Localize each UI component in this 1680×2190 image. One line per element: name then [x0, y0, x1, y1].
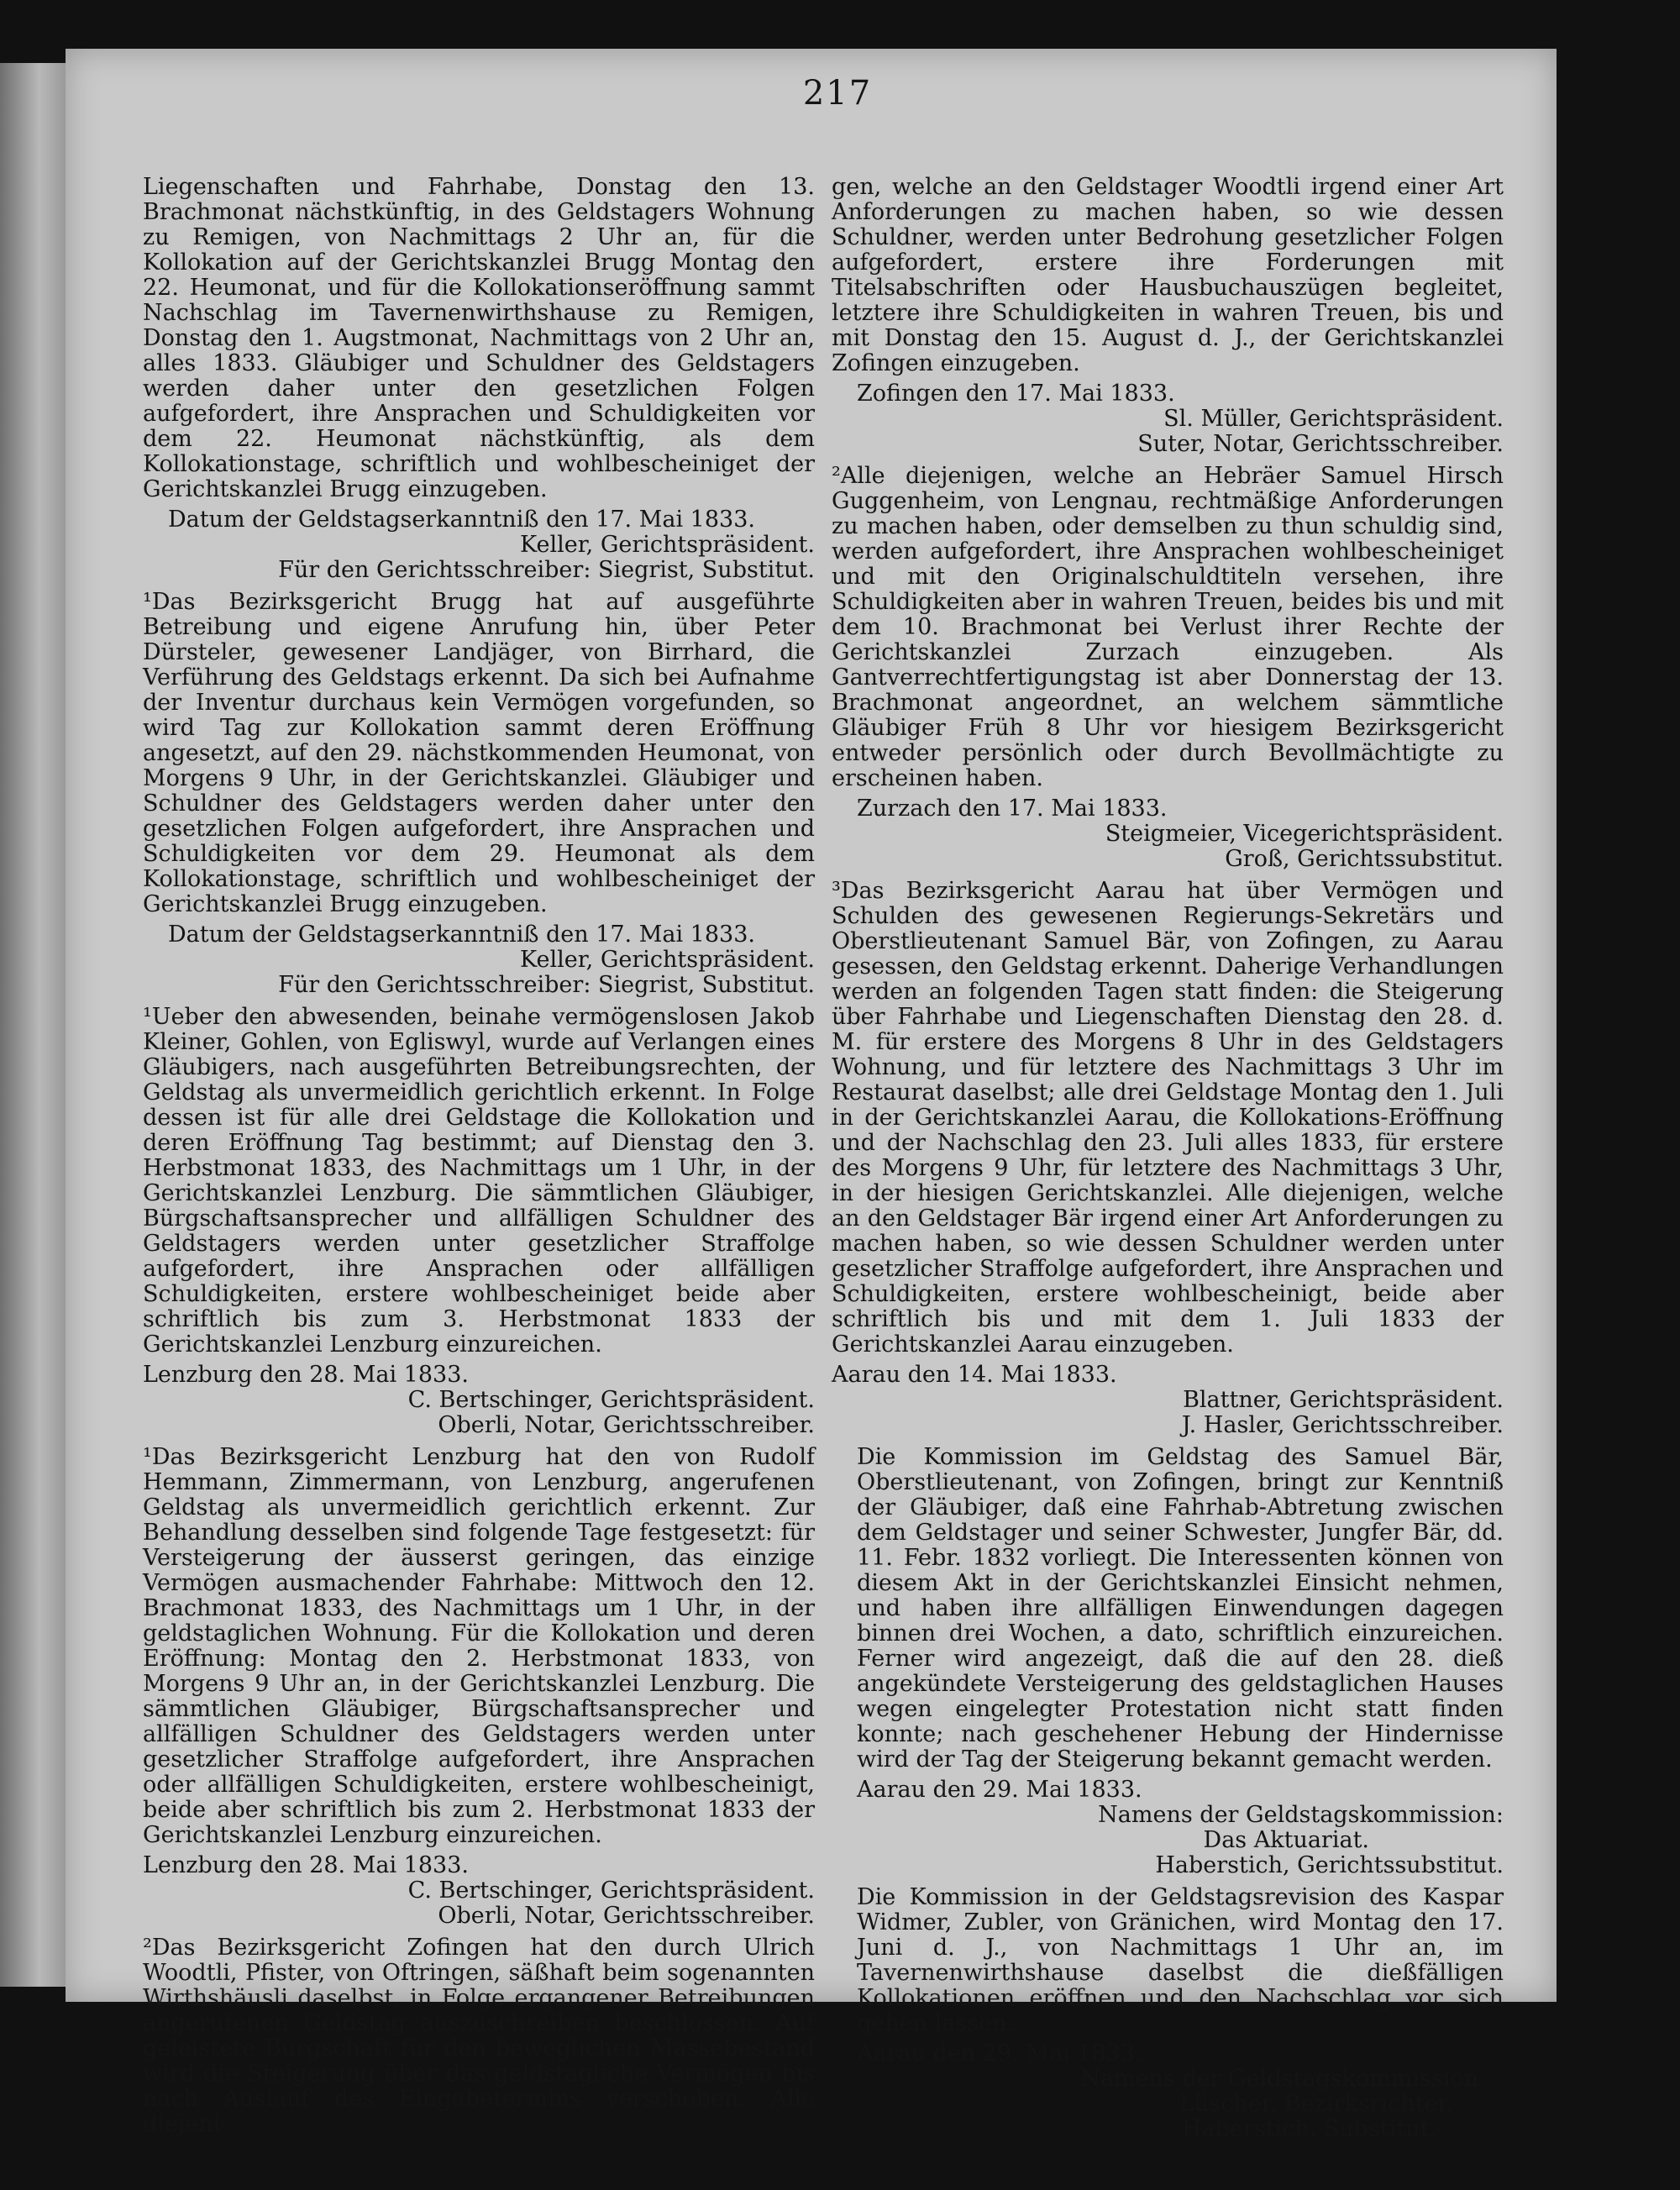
signature-clerk: Oberli, Notar, Gerichtsschreiber.	[438, 1903, 815, 1929]
notice-remigen: Liegenschaften und Fahrhabe, Donstag den 13. Brachmonat nächstkünftig, in des Geldstagers Wohnung zu Remigen, von Nachmittags 2 Uhr an, für die Kollokation auf der Gerichtskanzlei Brugg Montag den 22. Heumonat, und für die Kollokationseröffnung sammt Nachschlag im Tavernenwirthshause zu Remigen, Donstag den 1. Augstmonat, Nachmittags von 2 Uhr an, alles 1833. Gläubiger und Schuldner des Geldstagers werden daher unter den gesetzlichen Folgen aufgefordert, ihre Ansprachen und Schuldigkeiten vor dem 22. Heumonat nächstkünftig, als dem Kollokationstage, schriftlich und wohlbescheiniget der Gerichtskanzlei Brugg einzugeben.	[143, 174, 815, 502]
notice-egliswyl: ¹Ueber den abwesenden, beinahe vermögenslosen Jakob Kleiner, Gohlen, von Egliswyl, wurde auf Verlangen eines Gläubigers, nach ausgeführten Betreibungsrechten, der Geldstag als unvermeidlich gerichtlich erkennt. In Folge dessen ist für alle drei Geldstage die Kollokation und deren Eröffnung Tag bestimmt; auf Dienstag den 3. Herbstmonat 1833, des Nachmittags um 1 Uhr, in der Gerichtskanzlei Lenzburg. Die sämmtlichen Gläubiger, Bürgschaftsansprecher und allfälligen Schuldner des Geldstagers werden unter gesetzlicher Straffolge aufgefordert, ihre Ansprachen oder allfälligen Schuldigkeiten, erstere wohlbescheiniget beide aber schriftlich bis zum 3. Herbstmonat 1833 der Gerichtskanzlei Lenzburg einzureichen.	[143, 1004, 815, 1358]
notice-lenzburg: ¹Das Bezirksgericht Lenzburg hat den von Rudolf Hemmann, Zimmermann, von Lenzburg, angerufenen Geldstag als unvermeidlich gerichtlich erkennt. Zur Behandlung desselben sind folgende Tage festgesetzt: für Versteigerung der äusserst geringen, das einzige Vermögen ausmachender Fahrhabe: Mittwoch den 12. Brachmonat 1833, des Nachmittags um 1 Uhr, in der geldstaglichen Wohnung. Für die Kollokation und deren Eröffnung: Montag den 2. Herbstmonat 1833, von Morgens 9 Uhr an, in der Gerichtskanzlei Lenzburg. Die sämmtlichen Gläubiger, Bürgschaftsansprecher und allfälligen Schuldner des Geldstagers werden unter gesetzlicher Straffolge aufgefordert, ihre Ansprachen oder allfälligen Schuldigkeiten, erstere wohlbescheinigt, beide aber schriftlich bis zum 2. Herbstmonat 1833 der Gerichtskanzlei Lenzburg einzureichen.	[143, 1444, 815, 1848]
signature-substitute: Haberstich, Substitut.	[1181, 2116, 1436, 2142]
notice-aarau-baer: ³Das Bezirksgericht Aarau hat über Vermögen und Schulden des gewesenen Regierungs-Sekretärs und Oberstlieutenant Samuel Bär, von Zofingen, zu Aarau gesessen, den Geldstag erkennt. Daherige Verhandlungen werden an folgenden Tagen statt finden: die Steigerung über Fahrhabe und Liegenschaften Dienstag den 28. d. M. für erstere des Morgens 8 Uhr in des Geldstagers Wohnung, und für letztere des Nachmittags 3 Uhr im Restaurat daselbst; alle drei Geldstage Montag den 1. Juli in der Gerichtskanzlei Aarau, die Kollokations-Eröffnung und der Nachschlag den 23. Juli alles 1833, für erstere des Morgens 9 Uhr, für letztere des Nachmittags 3 Uhr, in der hiesigen Gerichtskanzlei. Alle diejenigen, welche an den Geldstager Bär irgend einer Art Anforderungen zu machen haben, so wie dessen Schuldner werden unter gesetzlicher Straffolge aufgefordert, ihre Ansprachen und Schuldigkeiten, erstere wohlbescheinigt, beide aber schriftlich bis und mit dem 1. Juli 1833 der Gerichtskanzlei Aarau einzugeben.	[832, 878, 1504, 1358]
signature-clerk: Für den Gerichtsschreiber: Siegrist, Substitut.	[278, 972, 815, 998]
signature-clerk: J. Hasler, Gerichtsschreiber.	[1181, 1412, 1504, 1438]
adjacent-page-edge	[0, 63, 66, 1987]
notice-commission-baer: Die Kommission im Geldstag des Samuel Bär, Oberstlieutenant, von Zofingen, bringt zur Kenntniß der Gläubiger, daß eine Fahrhab-Abtretung zwischen dem Geldstager und seiner Schwester, Jungfer Bär, dd. 11. Febr. 1832 vorliegt. Die Interessenten können von diesem Akt in der Gerichtskanzlei Einsicht nehmen, und haben ihre allfälligen Einwendungen dagegen binnen drei Wochen, a dato, schriftlich einzureichen. Ferner wird angezeigt, daß die auf den 28. dieß angekündete Versteigerung des geldstaglichen Hauses wegen eingelegter Protestation nicht statt finden konnte; nach geschehener Hebung der Hindernisse wird der Tag der Steigerung bekannt gemacht werden.	[857, 1444, 1504, 1772]
notice-zofingen-continued: gen, welche an den Geldstager Woodtli irgend einer Art Anforderungen zu machen haben, so wie dessen Schuldner, werden unter Bedrohung gesetzlicher Folgen aufgefordert, erstere ihre Forderungen mit Titelsabschriften oder Hausbuchauszügen begleitet, letztere ihre Schuldigkeiten in wahren Treuen, bis und mit Donstag den 15. August d. J., der Gerichtskanzlei Zofingen einzugeben.	[832, 174, 1504, 376]
notice-guggenheim: ²Alle diejenigen, welche an Hebräer Samuel Hirsch Guggenheim, von Lengnau, rechtmäßige Anforderungen zu machen haben, oder demselben zu thun schuldig sind, werden aufgefordert, ihre Ansprachen wohlbescheiniget und mit den Originalschuldtiteln versehen, ihre Schuldigkeiten aber in wahren Treuen, beides bis und mit dem 10. Brachmonat bei Verlust ihrer Rechte der Gerichtskanzlei Zurzach einzugeben. Als Gantverrechtfertigungstag ist aber Donnerstag der 13. Brachmonat angeordnet, an welchem sämmtliche Gläubiger Früh 8 Uhr vor hiesigem Bezirksgericht entweder persönlich oder durch Bevollmächtigte zu erscheinen haben.	[832, 463, 1504, 791]
notice-date: Lenzburg den 28. Mai 1833.	[143, 1362, 469, 1388]
signature-president: Sl. Müller, Gerichtspräsident.	[1163, 406, 1504, 432]
notice-date: Datum der Geldstagserkanntniß den 17. Mai 1833.	[168, 507, 755, 533]
signature-president: C. Bertschinger, Gerichtspräsident.	[407, 1387, 815, 1413]
signature-president: C. Bertschinger, Gerichtspräsident.	[407, 1878, 815, 1904]
notice-date: Aarau den 14. Mai 1833.	[832, 1362, 1117, 1388]
signature-commission: Namens der Geldstagskommission	[1080, 2066, 1478, 2092]
signature-clerk: Groß, Gerichtssubstitut.	[1225, 846, 1504, 872]
notice-birrhard: ¹Das Bezirksgericht Brugg hat auf ausgeführte Betreibung und eigene Anrufung hin, über Peter Dürsteler, gewesener Landjäger, von Birrhard, die Verführung des Geldstags erkennt. Da sich bei Aufnahme der Inventur durchaus kein Vermögen vorgefunden, so wird Tag zur Kollokation sammt deren Eröffnung angesetzt, auf den 29. nächstkommenden Heumonat, von Morgens 9 Uhr, in der Gerichtskanzlei. Gläubiger und Schuldner des Geldstagers werden daher unter den gesetzlichen Folgen aufgefordert, ihre Ansprachen und Schuldigkeiten vor dem 29. Heumonat als dem Kollokationstage, schriftlich und wohlbescheiniget der Gerichtskanzlei Brugg einzugeben.	[143, 589, 815, 917]
signature-clerk: Für den Gerichtsschreiber: Siegrist, Substitut.	[278, 557, 815, 583]
notice-commission-widmer: Die Kommission in der Geldstagsrevision des Kaspar Widmer, Zubler, von Gränichen, wird Montag den 17. Juni d. J., von Nachmittags 1 Uhr an, im Tavernenwirthshause daselbst die dießfälligen Kollokationen eröffnen und den Nachschlag vor sich gehen lassen.	[857, 1884, 1504, 2036]
signature-judge: Lüscher, Bezirksrichter.	[1179, 2091, 1453, 2117]
signature-commission: Namens der Geldstagskommission:	[1098, 1802, 1504, 1828]
notice-date: Zofingen den 17. Mai 1833.	[857, 381, 1175, 407]
notice-date: Datum der Geldstagserkanntniß den 17. Mai 1833.	[168, 922, 755, 948]
left-column	[143, 175, 815, 2142]
notice-zofingen: ²Das Bezirksgericht Zofingen hat den durch Ulrich Woodtli, Pfister, von Oftringen, säßhaft beim sogenannten Wirthshäusli daselbst, in Folge ergangener Betreibungen angerufenen Geldstag auszuschreiben beschlossen. Auf geleistete Bürgschaft für den beweglichen Massebestand wird die Steigerung über das geldstagliche Vermögen bis nach Auslauf des Eingabetermins verschoben. Alle diejeni-	[143, 1935, 815, 2137]
notice-date: Lenzburg den 28. Mai 1833.	[143, 1852, 469, 1878]
notice-date: Zurzach den 17. Mai 1833.	[857, 796, 1168, 822]
signature-president: Keller, Gerichtspräsident.	[520, 947, 815, 973]
signature-president: Blattner, Gerichtspräsident.	[1183, 1387, 1504, 1413]
signature-president: Steigmeier, Vicegerichtspräsident.	[1105, 821, 1504, 847]
right-column	[832, 175, 1504, 2142]
notice-date: Aarau den 29. Mai 1833.	[857, 1777, 1142, 1803]
signature-substitute: Haberstich, Gerichtssubstitut.	[1155, 1852, 1504, 1878]
page-number: 217	[802, 74, 873, 113]
signature-clerk: Oberli, Notar, Gerichtsschreiber.	[438, 1412, 815, 1438]
notice-date: Aarau den 29. Mai 1833.	[857, 2040, 1142, 2067]
signature-clerk: Suter, Notar, Gerichtsschreiber.	[1137, 431, 1504, 457]
signature-president: Keller, Gerichtspräsident.	[520, 532, 815, 558]
signature-office: Das Aktuariat.	[1203, 1827, 1369, 1853]
